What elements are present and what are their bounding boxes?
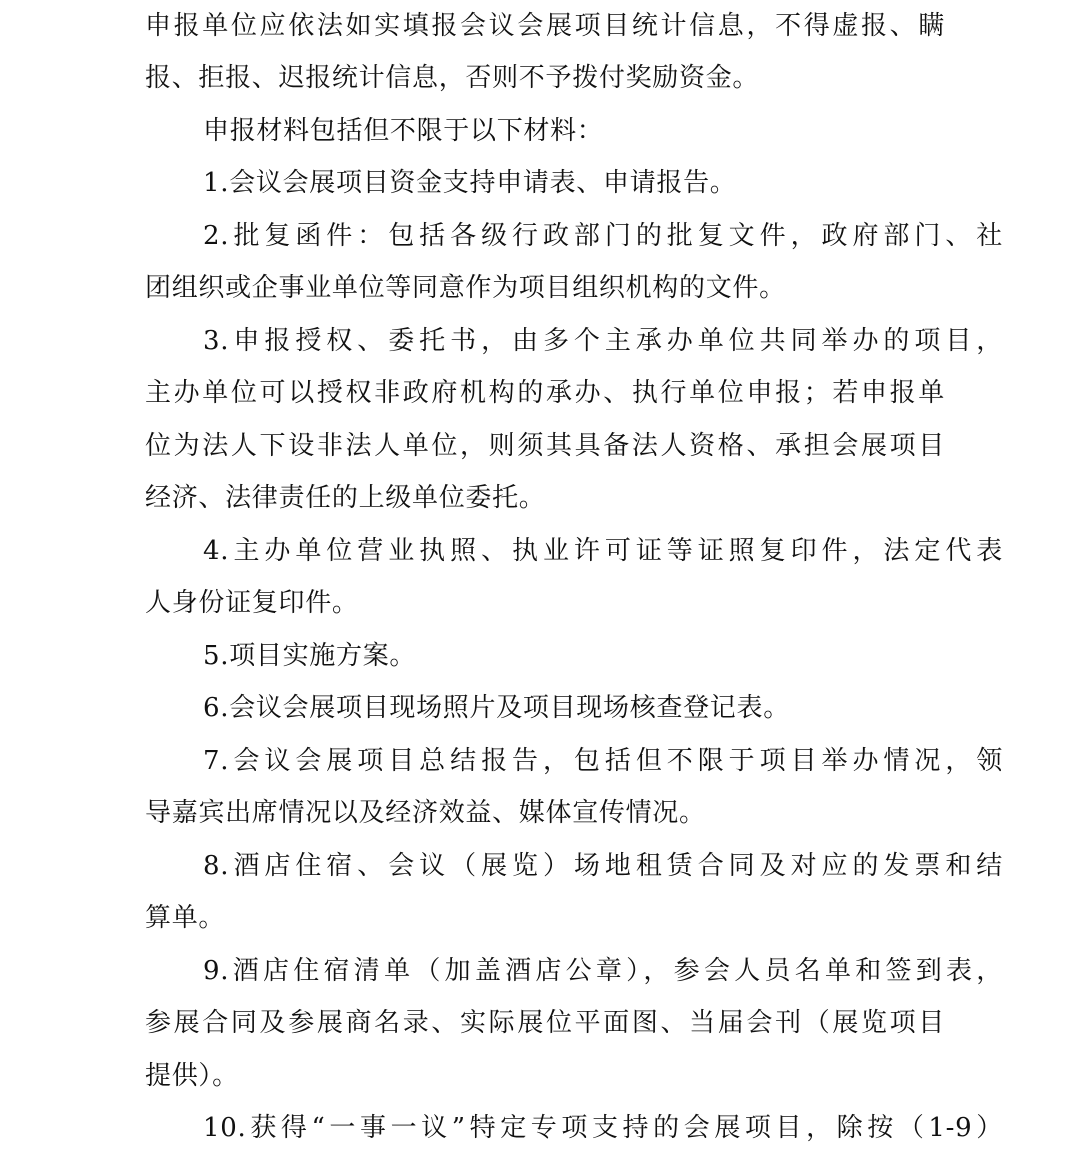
list-item-line: 7.会议会展项目总结报告，包括但不限于项目举办情况，领 — [203, 746, 1003, 776]
list-item-line: 算单。 — [145, 903, 226, 933]
list-item-line: 人身份证复印件。 — [145, 588, 359, 618]
list-item-line: 8.酒店住宿、会议（展览）场地租赁合同及对应的发票和结 — [203, 851, 1003, 881]
paragraph-line: 申报材料包括但不限于以下材料： — [203, 116, 604, 146]
list-item-line: 经济、法律责任的上级单位委托。 — [145, 483, 546, 513]
list-item-line: 1.会议会展项目资金支持申请表、申请报告。 — [203, 168, 737, 198]
list-item-line: 3.申报授权、委托书，由多个主承办单位共同举办的项目， — [203, 326, 1003, 356]
list-item-line: 参展合同及参展商名录、实际展位平面图、当届会刊（展览项目 — [145, 1008, 945, 1038]
list-item-line: 位为法人下设非法人单位，则须其具备法人资格、承担会展项目 — [145, 431, 945, 461]
list-item-line: 10.获得“一事一议”特定专项支持的会展项目，除按（1-9） — [203, 1113, 1003, 1143]
list-item-line: 5.项目实施方案。 — [203, 641, 417, 671]
list-item-line: 6.会议会展项目现场照片及项目现场核查登记表。 — [203, 693, 790, 723]
paragraph-line: 报、拒报、迟报统计信息，否则不予拨付奖励资金。 — [145, 63, 760, 93]
list-item-line: 团组织或企事业单位等同意作为项目组织机构的文件。 — [145, 273, 786, 303]
list-item-line: 主办单位可以授权非政府机构的承办、执行单位申报；若申报单 — [145, 378, 945, 408]
list-item-line: 4.主办单位营业执照、执业许可证等证照复印件，法定代表 — [203, 536, 1003, 566]
paragraph-line: 申报单位应依法如实填报会议会展项目统计信息，不得虚报、瞒 — [145, 11, 945, 41]
list-item-line: 提供）。 — [145, 1061, 239, 1091]
list-item-line: 2.批复函件：包括各级行政部门的批复文件，政府部门、社 — [203, 221, 1003, 251]
list-item-line: 9.酒店住宿清单（加盖酒店公章），参会人员名单和签到表， — [203, 956, 1003, 986]
list-item-line: 导嘉宾出席情况以及经济效益、媒体宣传情况。 — [145, 798, 706, 828]
